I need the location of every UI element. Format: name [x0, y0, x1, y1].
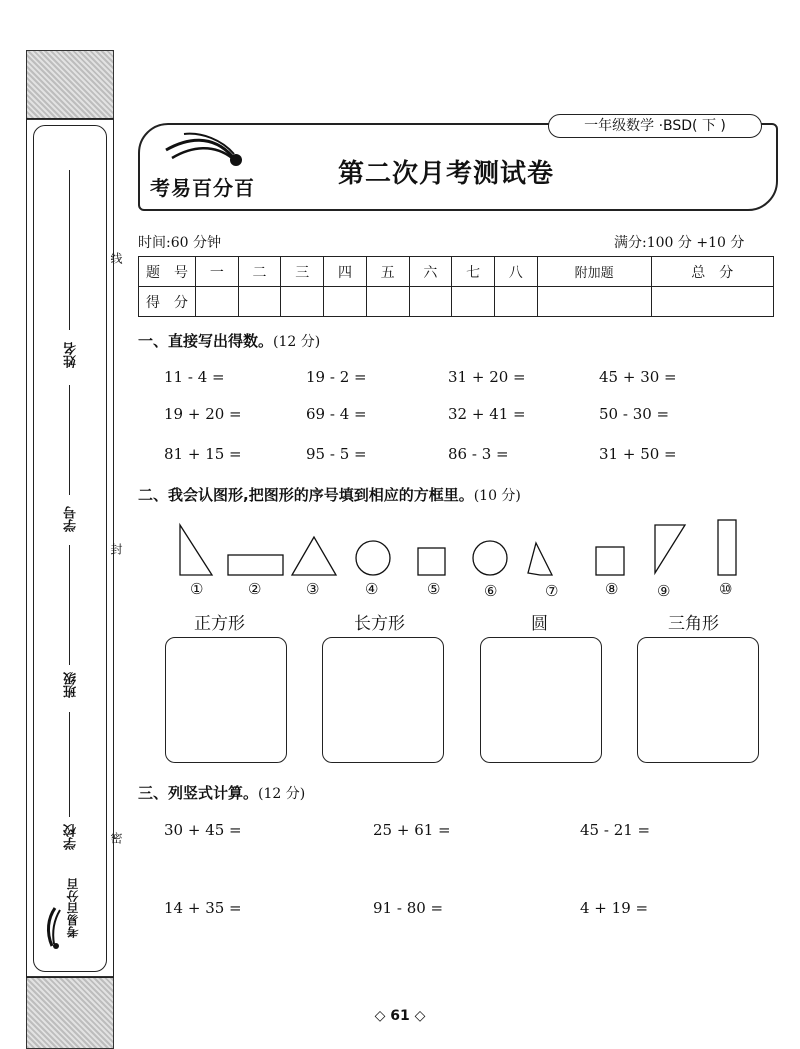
- comet-logo-small-icon: [40, 904, 70, 950]
- comet-logo-icon: [162, 128, 247, 172]
- problem: 69 - 4 =: [306, 405, 367, 423]
- section-1-heading: [138, 330, 320, 351]
- table-cell: 总 分: [651, 257, 773, 287]
- full-score: 满分:100 分 +10 分: [614, 235, 745, 251]
- section-1-title: 一、直接写出得数。: [138, 332, 274, 350]
- problem: 45 + 30 =: [599, 368, 677, 386]
- problem: 86 - 3 =: [448, 445, 509, 463]
- binding-hatch-top: [26, 50, 114, 120]
- table-cell: 一: [196, 257, 239, 287]
- problem: 14 + 35 =: [164, 899, 242, 917]
- class-line: [69, 712, 70, 817]
- shape-number: ⑥: [484, 582, 498, 600]
- school-label: 学校: [64, 824, 79, 850]
- score-input-cell[interactable]: [196, 287, 239, 317]
- triangle-shape: [292, 537, 336, 575]
- category-label-circle: 圆: [531, 614, 548, 634]
- answer-box-square[interactable]: [165, 637, 287, 763]
- shape-number: ⑧: [605, 580, 619, 598]
- name-line-lower: [69, 385, 70, 495]
- score-input-cell[interactable]: [452, 287, 495, 317]
- score-table: [138, 256, 774, 317]
- binding-brand: 考易百分百: [66, 878, 80, 938]
- score-input-cell[interactable]: [366, 287, 409, 317]
- exam-title: 第二次月考测试卷: [338, 159, 555, 189]
- tall-rectangle-shape: [718, 520, 736, 575]
- section-2-title: 二、我会认图形,把图形的序号填到相应的方框里。: [138, 486, 474, 504]
- table-cell: 六: [409, 257, 452, 287]
- category-label-rectangle: 长方形: [354, 614, 405, 634]
- table-cell: 附加题: [537, 257, 651, 287]
- seal-mark-secret: 密: [109, 832, 123, 844]
- table-cell: 五: [366, 257, 409, 287]
- shape-number: ②: [248, 580, 262, 598]
- table-cell: 八: [494, 257, 537, 287]
- name-label: 姓名: [64, 342, 79, 368]
- problem: 50 - 30 =: [599, 405, 670, 423]
- shape-number: ⑤: [427, 580, 441, 598]
- shape-number: ⑩: [719, 580, 733, 598]
- problem: 95 - 5 =: [306, 445, 367, 463]
- shape-number: ③: [306, 580, 320, 598]
- problem: 32 + 41 =: [448, 405, 526, 423]
- answer-box-rectangle[interactable]: [322, 637, 444, 763]
- score-input-cell[interactable]: [494, 287, 537, 317]
- section-2-heading: [138, 484, 521, 505]
- triangle-shape: [528, 543, 552, 575]
- category-label-square: 正方形: [194, 614, 245, 634]
- triangle-shape: [655, 525, 685, 573]
- page-number: ◇ 61 ◇: [374, 1008, 426, 1024]
- brand-logo-text: 考易百分百: [150, 176, 255, 200]
- problem: 30 + 45 =: [164, 821, 242, 839]
- problem: 31 + 50 =: [599, 445, 677, 463]
- student-id-line: [69, 545, 70, 665]
- circle-shape: [356, 541, 390, 575]
- problem: 4 + 19 =: [580, 899, 649, 917]
- table-cell: 四: [324, 257, 367, 287]
- rectangle-shape: [228, 555, 283, 575]
- exam-time: 时间:60 分钟: [138, 235, 221, 251]
- shape-number: ⑦: [545, 582, 559, 600]
- problem: 19 - 2 =: [306, 368, 367, 386]
- category-label-triangle: 三角形: [668, 614, 719, 634]
- seal-mark-line: 线: [109, 252, 123, 264]
- seal-mark-seal: 封: [109, 543, 123, 555]
- table-cell: 七: [452, 257, 495, 287]
- class-label: 班级: [64, 672, 79, 698]
- shape-number: ①: [190, 580, 204, 598]
- score-input-cell[interactable]: [324, 287, 367, 317]
- section-1-points: (12 分): [273, 334, 321, 350]
- square-shape: [418, 548, 445, 575]
- name-line: [69, 170, 70, 330]
- grade-subject-badge: 一年级数学 ·BSD( 下 ): [548, 114, 762, 138]
- score-input-cell[interactable]: [651, 287, 773, 317]
- right-triangle-shape: [180, 525, 212, 575]
- shapes-figure: [170, 515, 750, 580]
- score-input-cell[interactable]: [238, 287, 281, 317]
- answer-box-triangle[interactable]: [637, 637, 759, 763]
- table-cell: 二: [238, 257, 281, 287]
- problem: 25 + 61 =: [373, 821, 451, 839]
- circle-shape: [473, 541, 507, 575]
- square-shape: [596, 547, 624, 575]
- section-2-points: (10 分): [473, 488, 521, 504]
- section-3-title: 三、列竖式计算。: [138, 784, 259, 802]
- score-input-cell[interactable]: [281, 287, 324, 317]
- problem: 81 + 15 =: [164, 445, 242, 463]
- shape-number: ⑨: [657, 582, 671, 600]
- score-input-cell[interactable]: [537, 287, 651, 317]
- score-table-score-row: [139, 287, 774, 317]
- problem: 91 - 80 =: [373, 899, 444, 917]
- answer-box-circle[interactable]: [480, 637, 602, 763]
- problem: 11 - 4 =: [164, 368, 225, 386]
- table-cell: 题 号: [139, 257, 196, 287]
- score-input-cell[interactable]: [409, 287, 452, 317]
- score-table-header-row: [139, 257, 774, 287]
- problem: 31 + 20 =: [448, 368, 526, 386]
- table-cell: 得 分: [139, 287, 196, 317]
- problem: 45 - 21 =: [580, 821, 651, 839]
- section-3-points: (12 分): [258, 786, 306, 802]
- table-cell: 三: [281, 257, 324, 287]
- student-id-label: 学号: [64, 506, 79, 532]
- shape-number: ④: [365, 580, 379, 598]
- problem: 19 + 20 =: [164, 405, 242, 423]
- section-3-heading: [138, 782, 305, 803]
